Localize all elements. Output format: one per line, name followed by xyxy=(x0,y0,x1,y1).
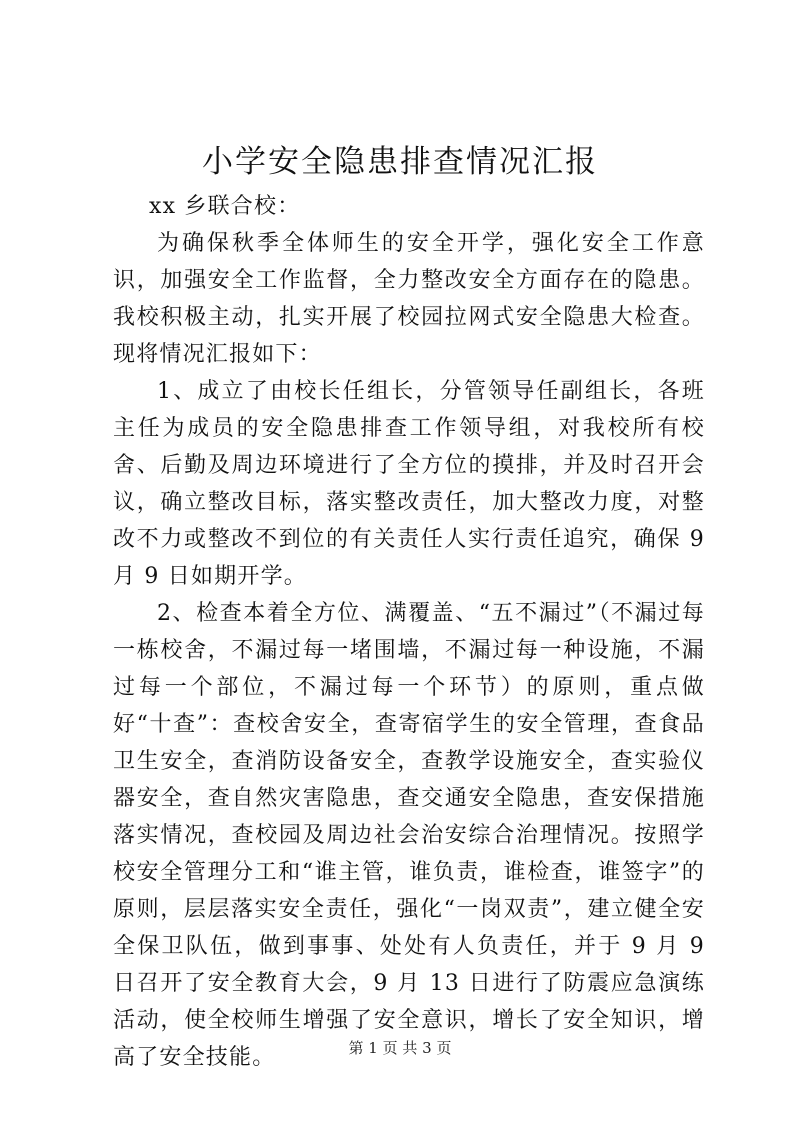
page-number-footer: 第 1 页 共 3 页 xyxy=(348,1039,452,1057)
paragraph-intro: 为确保秋季全体师生的安全开学，强化安全工作意识，加强安全工作监督，全力整改安全方面存在的隐患。我校积极主动，扎实开展了校园拉网式安全隐患大检查。现将情况汇报如下： xyxy=(113,231,705,367)
salutation: xx 乡联合校： xyxy=(149,194,301,219)
document-title: 小学安全隐患排查情况汇报 xyxy=(202,144,598,180)
paragraph-item-1: 1、成立了由校长任组长，分管领导任副组长，各班主任为成员的安全隐患排查工作领导组，对我校所有校舍、后勤及周边环境进行了全方位的摸排，并及时召开会议，确立整改目标，落实整改责任，加大整改力度，对整改不力或整改不到位的有关责任人实行责任追究，确保 9 月 9 日如期开学。 xyxy=(113,379,705,589)
paragraph-item-2: 2、检查本着全方位、满覆盖、“五不漏过”（不漏过每一栋校舍，不漏过每一堵围墙，不漏过每一种设施，不漏过每一个部位，不漏过每一个环节）的原则，重点做好“十查”：查校舍安全，查寄宿学生的安全管理，查食品卫生安全，查消防设备安全，查教学设施安全，查实验仪器安全，查自然灾害隐患，查交通安全隐患，查安保措施落实情况，查校园及周边社会治安综合治理情况。按照学校安全管理分工和“谁主管，谁负责，谁检查，谁签字”的原则，层层落实安全责任，强化“一岗双责”，建立健全安全保卫队伍，做到事事、处处有人负责任，并于 9 月 9 日召开了安全教育大会，9 月 13 日进行了防震应急演练活动，使全校师生增强了安全意识，增长了安全知识，增高了安全技能。 xyxy=(113,601,705,1070)
document-body xyxy=(113,188,705,1076)
